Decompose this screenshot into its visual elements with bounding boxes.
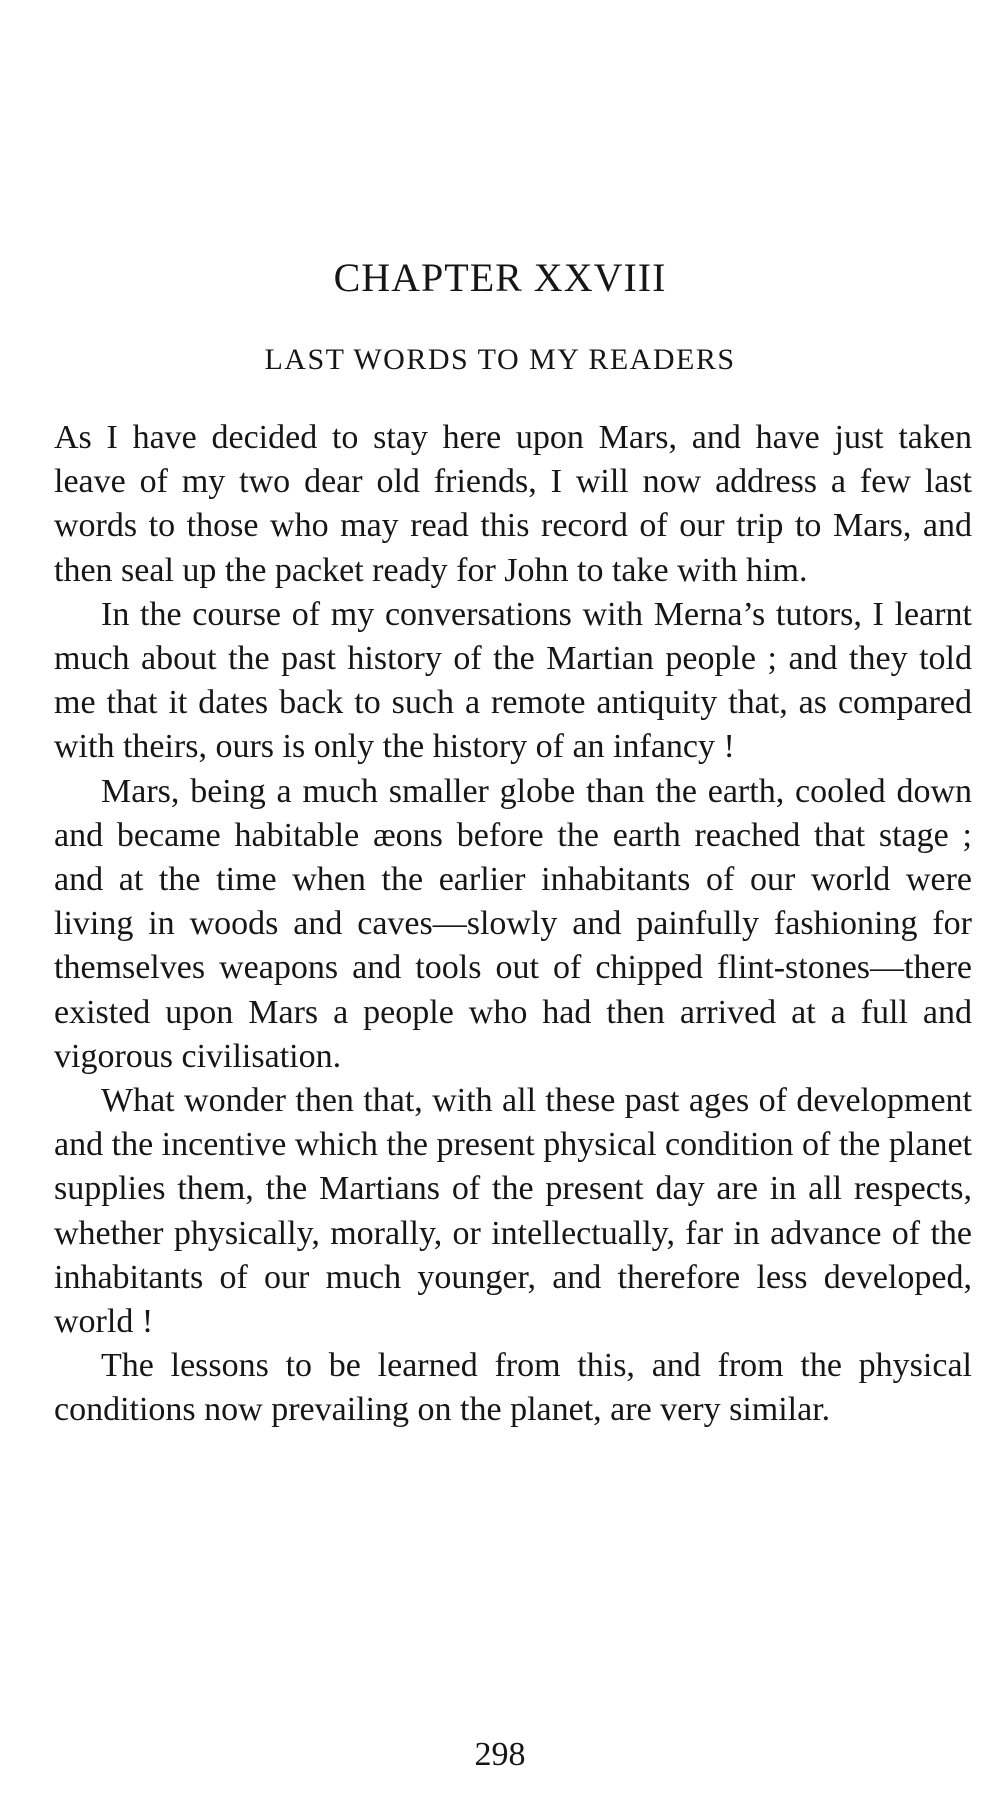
chapter-body [54, 416, 972, 1433]
paragraph-3: Mars, being a much smaller globe than the earth, cooled down and became habitable æons before the earth reached that stage ; and at the time when the earlier inhabitants of our world were living in woods and caves—slowly and painfully fashioning for themselves weapons and tools out of chipped flint-stones—there existed upon Mars a people who had then arrived at a full and vigorous civilisation. [54, 772, 972, 1075]
chapter-subtitle: LAST WORDS TO MY READERS [264, 343, 736, 376]
paragraph-2: In the course of my conversations with Merna’s tutors, I learnt much about the past history of the Martian people ; and they told me that it dates back to such a remote antiquity that, as compared with theirs, ours is only the history of an infancy ! [54, 595, 972, 766]
chapter-title: CHAPTER XXVIII [333, 255, 667, 300]
paragraph-1: As I have decided to stay here upon Mars, and have just taken leave of my two dear old friends, I will now address a few last words to those who may read this record of our trip to Mars, and then seal up the packet ready for John to take with him. [54, 419, 972, 589]
paragraph-4: What wonder then that, with all these past ages of development and the incentive which the present physical condition of the planet supplies them, the Martians of the present day are in all respects, whether physically, morally, or intellectually, far in advance of the inhabitants of our much younger, and therefore less developed, world ! [54, 1082, 972, 1341]
paragraph-5: The lessons to be learned from this, and from the physical conditions now prevailing on the planet, are very similar. [54, 1347, 972, 1429]
page-number: 298 [474, 1736, 526, 1773]
